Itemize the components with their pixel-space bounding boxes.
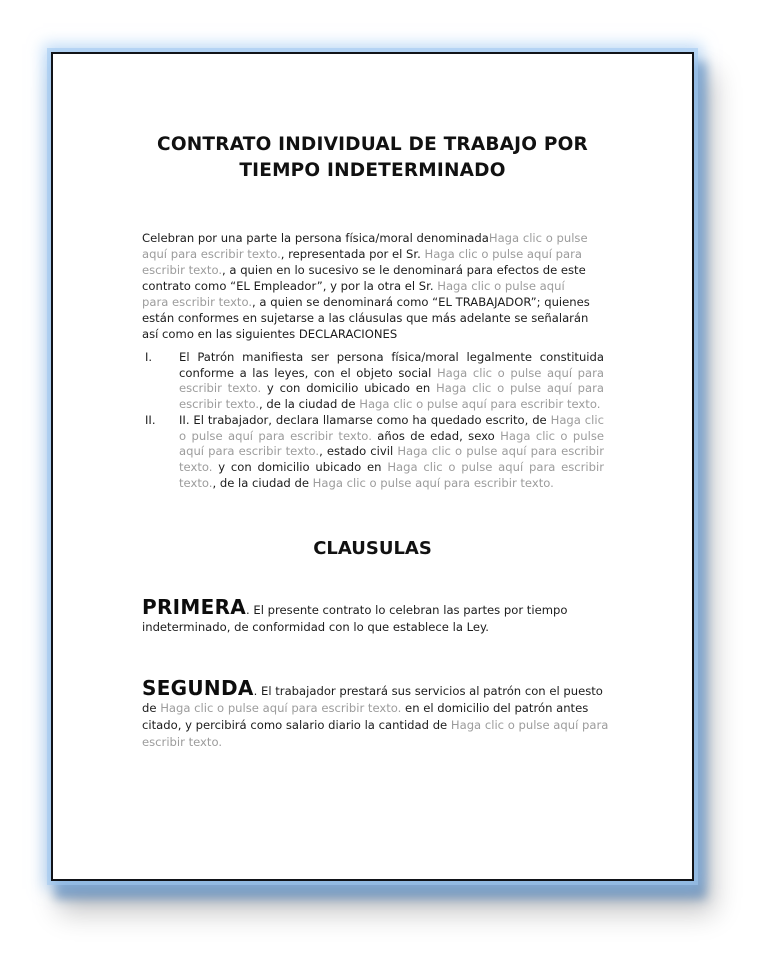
clause-primera <box>142 595 612 636</box>
clause-name: PRIMERA <box>142 595 247 619</box>
employer-city-field[interactable]: Haga clic o pulse aquí para escribir texto. <box>359 397 601 412</box>
clause-text: . El trabajador prestará sus servicios al patrón con el puesto de <box>142 684 603 715</box>
employer-name-field[interactable]: Haga clic o pulse aquí para escribir texto. <box>142 231 588 261</box>
intro-text: , a quien se denominará como “EL TRABAJADOR”; quienes están conformes en sujetarse a las cláusulas que más adelante se señalarán así como en las siguientes DECLARACIONES <box>142 295 590 341</box>
document-page <box>51 52 694 881</box>
intro-text: , representada por el Sr. <box>280 247 425 261</box>
clause-segunda <box>142 676 612 751</box>
declaration-item <box>142 350 604 413</box>
declaration-text: y con domicilio ubicado en <box>261 381 437 396</box>
representative-name-field[interactable]: Haga clic o pulse aquí para escribir texto. <box>142 247 582 277</box>
corporate-purpose-field[interactable]: Haga clic o pulse aquí para escribir texto. <box>179 365 604 396</box>
declaration-text: y con domicilio ubicado en <box>212 459 388 474</box>
intro-paragraph <box>142 230 592 342</box>
employer-address-field[interactable]: Haga clic o pulse aquí para escribir texto. <box>179 381 605 412</box>
job-position-field[interactable]: Haga clic o pulse aquí para escribir texto. <box>160 701 402 715</box>
clause-name: SEGUNDA <box>142 676 254 700</box>
intro-text: Celebran por una parte la persona física/moral denominada <box>142 231 489 245</box>
document-title <box>53 132 692 184</box>
declaration-text: , de la ciudad de <box>212 475 313 490</box>
declarations-list <box>142 350 604 491</box>
daily-salary-field[interactable]: Haga clic o pulse aquí para escribir texto. <box>142 718 609 749</box>
worker-age-field[interactable]: Haga clic o pulse aquí para escribir texto. <box>179 412 604 443</box>
title-line-1: CONTRATO INDIVIDUAL DE TRABAJO POR <box>157 134 588 155</box>
declaration-text: , de la ciudad de <box>259 397 360 412</box>
title-line-2: TIEMPO INDETERMINADO <box>239 160 506 181</box>
intro-text: , a quien en lo sucesivo se le denominará para efectos de este contrato como “EL Empleador”, y por la otra el Sr. <box>142 263 586 293</box>
clause-text: . El presente contrato lo celebran las partes por tiempo indeterminado, de conformidad con lo que establece la Ley. <box>142 603 568 634</box>
worker-address-field[interactable]: Haga clic o pulse aquí para escribir texto. <box>179 459 604 490</box>
worker-sex-field[interactable]: Haga clic o pulse aquí para escribir texto. <box>179 428 604 459</box>
declaration-item <box>142 413 604 492</box>
declaration-text: II. El trabajador, declara llamarse como ha quedado escrito, de <box>179 412 551 427</box>
declaration-number: II. <box>145 412 156 427</box>
declaration-text: El Patrón manifiesta ser persona física/moral legalmente constituida conforme a las leyes, con el objeto social <box>179 350 604 380</box>
marital-status-field[interactable]: Haga clic o pulse aquí para escribir texto. <box>179 444 604 474</box>
clause-text: en el domicilio del patrón antes citado, y percibirá como salario diario la cantidad de <box>142 701 589 732</box>
worker-city-field[interactable]: Haga clic o pulse aquí para escribir texto. <box>312 475 554 490</box>
declaration-text: años de edad, sexo <box>371 428 501 443</box>
declaration-number: I. <box>145 350 153 364</box>
worker-name-field[interactable]: Haga clic o pulse aquí para escribir texto. <box>142 279 565 309</box>
clausulas-heading: CLAUSULAS <box>313 538 432 559</box>
declaration-text: , estado civil <box>319 444 398 459</box>
